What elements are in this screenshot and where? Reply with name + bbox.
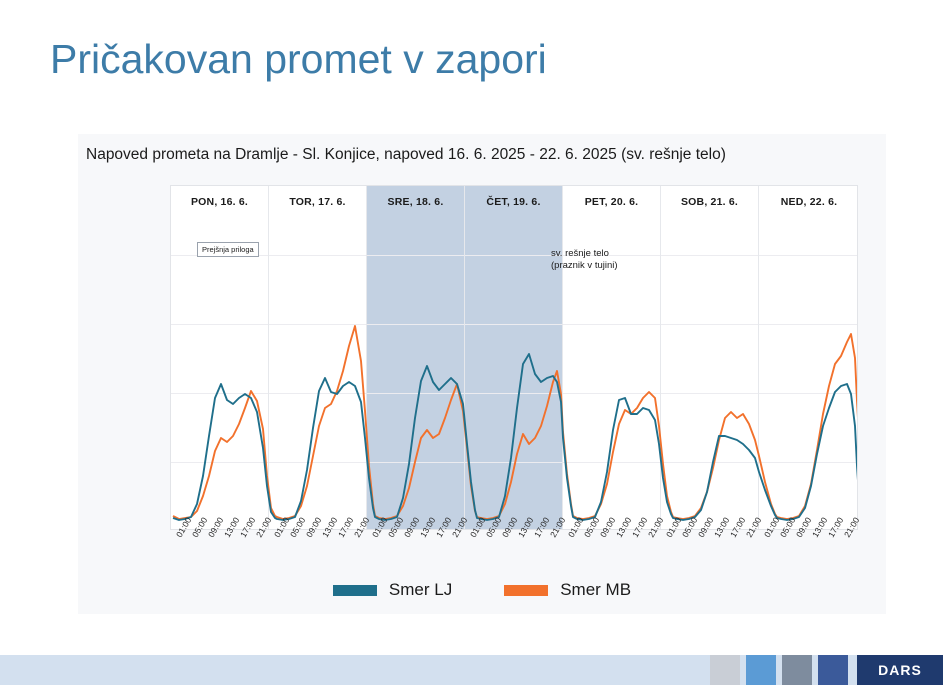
x-tick: 09:00: [696, 515, 716, 539]
legend-item-smer-lj: [333, 580, 452, 600]
footer-square-1: [710, 655, 740, 685]
x-tick: 01:00: [664, 515, 684, 539]
x-tick: 21:00: [352, 515, 372, 539]
x-tick: 05:00: [288, 515, 308, 539]
x-tick: 09:00: [402, 515, 422, 539]
x-tick: 21:00: [254, 515, 274, 539]
x-tick: 01:00: [468, 515, 488, 539]
page-title: Pričakovan promet v zapori: [50, 36, 547, 82]
x-tick: 21:00: [548, 515, 568, 539]
chart-plot-area: [170, 185, 858, 530]
legend-label-smer-mb: Smer MB: [560, 580, 632, 599]
x-tick: 05:00: [582, 515, 602, 539]
x-tick: 05:00: [386, 515, 406, 539]
x-tick: 21:00: [646, 515, 666, 539]
slide-footer: [0, 643, 943, 685]
x-tick: 13:00: [810, 515, 830, 539]
x-tick: 13:00: [418, 515, 438, 539]
x-tick: 21:00: [450, 515, 470, 539]
legend-swatch-smer-mb: [504, 585, 548, 596]
x-tick: 17:00: [826, 515, 846, 539]
x-tick: 05:00: [190, 515, 210, 539]
legend-label-smer-lj: Smer LJ: [388, 580, 453, 599]
x-tick: 05:00: [778, 515, 798, 539]
x-tick: 17:00: [238, 515, 258, 539]
day-label: SOB, 21. 6.: [680, 196, 739, 208]
legend-item-smer-mb: [504, 580, 631, 600]
x-tick: 13:00: [712, 515, 732, 539]
series-line-smer-lj: [173, 354, 858, 520]
x-tick: 01:00: [566, 515, 586, 539]
x-tick: 13:00: [320, 515, 340, 539]
x-tick: 17:00: [728, 515, 748, 539]
x-tick: 17:00: [434, 515, 454, 539]
x-axis-tick-labels: [170, 515, 862, 584]
footer-square-4: [818, 655, 848, 685]
holiday-annotation-line2: (praznik v tujini): [551, 260, 618, 271]
x-tick: 17:00: [336, 515, 356, 539]
day-label: TOR, 17. 6.: [289, 196, 346, 208]
previous-annex-note: Prejšnja priloga: [197, 242, 259, 257]
x-tick: 13:00: [516, 515, 536, 539]
day-label: PET, 20. 6.: [584, 196, 639, 208]
day-label: PON, 16. 6.: [190, 196, 249, 208]
chart-legend: [78, 580, 886, 600]
chart-heading: Napoved prometa na Dramlje - Sl. Konjice, napoved 16. 6. 2025 - 22. 6. 2025 (sv. rešnje telo): [86, 146, 726, 163]
x-tick: 05:00: [484, 515, 504, 539]
x-tick: 17:00: [532, 515, 552, 539]
x-tick: 13:00: [222, 515, 242, 539]
x-tick: 09:00: [304, 515, 324, 539]
day-label: ČET, 19. 6.: [486, 196, 541, 208]
dars-logo: DARS: [857, 655, 943, 685]
x-tick: 01:00: [762, 515, 782, 539]
x-tick: 01:00: [370, 515, 390, 539]
holiday-annotation-line1: sv. rešnje telo: [551, 248, 609, 259]
footer-square-2: [746, 655, 776, 685]
day-label: SRE, 18. 6.: [387, 196, 444, 208]
legend-swatch-smer-lj: [333, 585, 377, 596]
chart-series-svg: [171, 186, 858, 530]
chart-card: [78, 134, 886, 614]
day-label: NED, 22. 6.: [780, 196, 838, 208]
x-tick: 17:00: [630, 515, 650, 539]
footer-square-3: [782, 655, 812, 685]
x-tick: 21:00: [744, 515, 764, 539]
x-tick: 01:00: [174, 515, 194, 539]
x-tick: 01:00: [272, 515, 292, 539]
x-tick: 09:00: [206, 515, 226, 539]
x-tick: 05:00: [680, 515, 700, 539]
x-tick: 13:00: [614, 515, 634, 539]
x-tick: 09:00: [500, 515, 520, 539]
x-tick: 09:00: [794, 515, 814, 539]
x-tick: 21:00: [842, 515, 862, 539]
x-tick: 09:00: [598, 515, 618, 539]
